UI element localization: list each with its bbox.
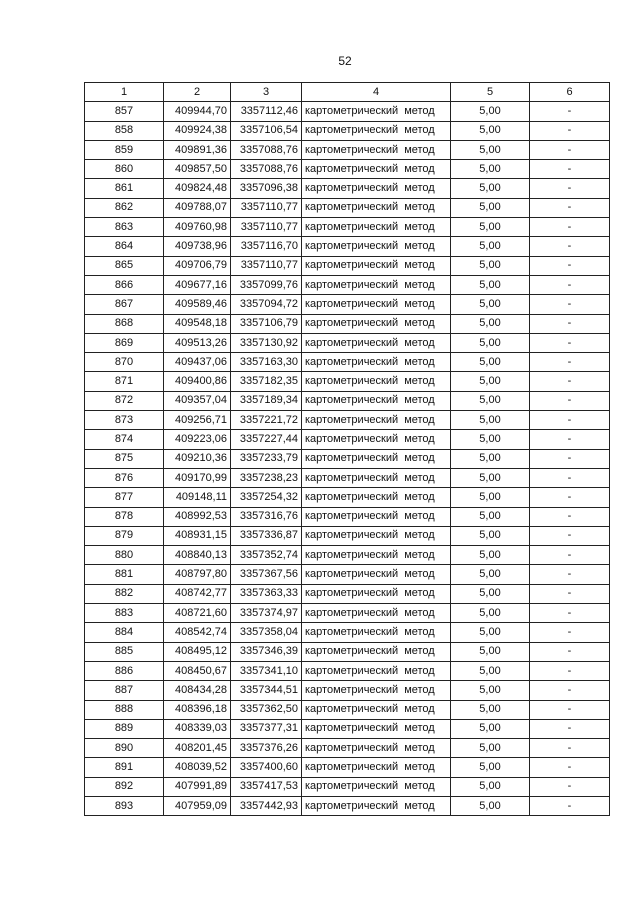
note-cell: -: [530, 604, 610, 623]
x-coordinate-cell: 409223,06: [164, 430, 231, 449]
table-row: [85, 546, 610, 565]
accuracy-cell: 5,00: [451, 237, 530, 256]
method-cell: картометрический метод: [302, 700, 451, 719]
accuracy-cell: 5,00: [451, 777, 530, 796]
accuracy-cell: 5,00: [451, 295, 530, 314]
column-header: 5: [451, 83, 530, 102]
x-coordinate-cell: 408992,53: [164, 507, 231, 526]
accuracy-cell: 5,00: [451, 604, 530, 623]
point-number-cell: 880: [85, 546, 164, 565]
method-cell: картометрический метод: [302, 468, 451, 487]
table-row: [85, 796, 610, 815]
table-row: [85, 102, 610, 121]
accuracy-cell: 5,00: [451, 256, 530, 275]
point-number-cell: 869: [85, 333, 164, 352]
method-cell: картометрический метод: [302, 739, 451, 758]
note-cell: -: [530, 507, 610, 526]
accuracy-cell: 5,00: [451, 140, 530, 159]
column-header: 4: [302, 83, 451, 102]
point-number-cell: 886: [85, 661, 164, 680]
point-number-cell: 891: [85, 758, 164, 777]
table-row: [85, 430, 610, 449]
x-coordinate-cell: 409437,06: [164, 353, 231, 372]
point-number-cell: 858: [85, 121, 164, 140]
method-cell: картометрический метод: [302, 623, 451, 642]
table-row: [85, 661, 610, 680]
table-row: [85, 411, 610, 430]
method-cell: картометрический метод: [302, 372, 451, 391]
x-coordinate-cell: 408396,18: [164, 700, 231, 719]
x-coordinate-cell: 409210,36: [164, 449, 231, 468]
x-coordinate-cell: 408742,77: [164, 584, 231, 603]
y-coordinate-cell: 3357367,56: [231, 565, 302, 584]
column-header: 6: [530, 83, 610, 102]
accuracy-cell: 5,00: [451, 661, 530, 680]
point-number-cell: 887: [85, 681, 164, 700]
x-coordinate-cell: 408039,52: [164, 758, 231, 777]
y-coordinate-cell: 3357238,23: [231, 468, 302, 487]
x-coordinate-cell: 408721,60: [164, 604, 231, 623]
method-cell: картометрический метод: [302, 411, 451, 430]
column-header: 1: [85, 83, 164, 102]
accuracy-cell: 5,00: [451, 758, 530, 777]
table-row: [85, 121, 610, 140]
method-cell: картометрический метод: [302, 218, 451, 237]
accuracy-cell: 5,00: [451, 468, 530, 487]
y-coordinate-cell: 3357400,60: [231, 758, 302, 777]
method-cell: картометрический метод: [302, 661, 451, 680]
table-row: [85, 604, 610, 623]
table-row: [85, 314, 610, 333]
coordinates-table: [84, 82, 610, 816]
method-cell: картометрический метод: [302, 179, 451, 198]
x-coordinate-cell: 409924,38: [164, 121, 231, 140]
table-row: [85, 507, 610, 526]
accuracy-cell: 5,00: [451, 430, 530, 449]
accuracy-cell: 5,00: [451, 218, 530, 237]
point-number-cell: 860: [85, 160, 164, 179]
table-row: [85, 140, 610, 159]
note-cell: -: [530, 353, 610, 372]
y-coordinate-cell: 3357341,10: [231, 661, 302, 680]
y-coordinate-cell: 3357417,53: [231, 777, 302, 796]
accuracy-cell: 5,00: [451, 739, 530, 758]
table-row: [85, 468, 610, 487]
accuracy-cell: 5,00: [451, 526, 530, 545]
y-coordinate-cell: 3357336,87: [231, 526, 302, 545]
note-cell: -: [530, 526, 610, 545]
point-number-cell: 885: [85, 642, 164, 661]
method-cell: картометрический метод: [302, 796, 451, 815]
accuracy-cell: 5,00: [451, 623, 530, 642]
y-coordinate-cell: 3357227,44: [231, 430, 302, 449]
table-row: [85, 237, 610, 256]
method-cell: картометрический метод: [302, 777, 451, 796]
y-coordinate-cell: 3357088,76: [231, 160, 302, 179]
note-cell: -: [530, 430, 610, 449]
note-cell: -: [530, 758, 610, 777]
accuracy-cell: 5,00: [451, 584, 530, 603]
point-number-cell: 878: [85, 507, 164, 526]
method-cell: картометрический метод: [302, 449, 451, 468]
x-coordinate-cell: 408434,28: [164, 681, 231, 700]
y-coordinate-cell: 3357352,74: [231, 546, 302, 565]
table-header-row: [85, 83, 610, 102]
point-number-cell: 859: [85, 140, 164, 159]
x-coordinate-cell: 408797,80: [164, 565, 231, 584]
x-coordinate-cell: 408495,12: [164, 642, 231, 661]
y-coordinate-cell: 3357110,77: [231, 256, 302, 275]
accuracy-cell: 5,00: [451, 411, 530, 430]
y-coordinate-cell: 3357110,77: [231, 198, 302, 217]
method-cell: картометрический метод: [302, 642, 451, 661]
note-cell: -: [530, 391, 610, 410]
point-number-cell: 871: [85, 372, 164, 391]
note-cell: -: [530, 700, 610, 719]
y-coordinate-cell: 3357442,93: [231, 796, 302, 815]
note-cell: -: [530, 468, 610, 487]
accuracy-cell: 5,00: [451, 719, 530, 738]
point-number-cell: 862: [85, 198, 164, 217]
table-row: [85, 777, 610, 796]
note-cell: -: [530, 140, 610, 159]
x-coordinate-cell: 409548,18: [164, 314, 231, 333]
note-cell: -: [530, 237, 610, 256]
point-number-cell: 881: [85, 565, 164, 584]
method-cell: картометрический метод: [302, 758, 451, 777]
note-cell: -: [530, 102, 610, 121]
page-number: 52: [338, 54, 352, 68]
method-cell: картометрический метод: [302, 198, 451, 217]
method-cell: картометрический метод: [302, 353, 451, 372]
method-cell: картометрический метод: [302, 681, 451, 700]
x-coordinate-cell: 409891,36: [164, 140, 231, 159]
x-coordinate-cell: 408450,67: [164, 661, 231, 680]
y-coordinate-cell: 3357099,76: [231, 275, 302, 294]
point-number-cell: 865: [85, 256, 164, 275]
note-cell: -: [530, 681, 610, 700]
point-number-cell: 857: [85, 102, 164, 121]
y-coordinate-cell: 3357096,38: [231, 179, 302, 198]
accuracy-cell: 5,00: [451, 796, 530, 815]
y-coordinate-cell: 3357182,35: [231, 372, 302, 391]
x-coordinate-cell: 409706,79: [164, 256, 231, 275]
table-row: [85, 623, 610, 642]
table-row: [85, 700, 610, 719]
note-cell: -: [530, 623, 610, 642]
accuracy-cell: 5,00: [451, 449, 530, 468]
point-number-cell: 892: [85, 777, 164, 796]
table-row: [85, 179, 610, 198]
table-row: [85, 681, 610, 700]
method-cell: картометрический метод: [302, 391, 451, 410]
y-coordinate-cell: 3357233,79: [231, 449, 302, 468]
x-coordinate-cell: 409677,16: [164, 275, 231, 294]
accuracy-cell: 5,00: [451, 353, 530, 372]
point-number-cell: 888: [85, 700, 164, 719]
accuracy-cell: 5,00: [451, 488, 530, 507]
accuracy-cell: 5,00: [451, 102, 530, 121]
table-row: [85, 256, 610, 275]
point-number-cell: 867: [85, 295, 164, 314]
method-cell: картометрический метод: [302, 140, 451, 159]
table-body: [85, 102, 610, 816]
method-cell: картометрический метод: [302, 507, 451, 526]
method-cell: картометрический метод: [302, 295, 451, 314]
x-coordinate-cell: 409170,99: [164, 468, 231, 487]
accuracy-cell: 5,00: [451, 121, 530, 140]
note-cell: -: [530, 275, 610, 294]
y-coordinate-cell: 3357374,97: [231, 604, 302, 623]
x-coordinate-cell: 409788,07: [164, 198, 231, 217]
table-row: [85, 353, 610, 372]
note-cell: -: [530, 449, 610, 468]
accuracy-cell: 5,00: [451, 372, 530, 391]
note-cell: -: [530, 719, 610, 738]
table-row: [85, 758, 610, 777]
table-row: [85, 295, 610, 314]
y-coordinate-cell: 3357116,70: [231, 237, 302, 256]
table-row: [85, 275, 610, 294]
x-coordinate-cell: 408542,74: [164, 623, 231, 642]
table-row: [85, 160, 610, 179]
method-cell: картометрический метод: [302, 237, 451, 256]
table-row: [85, 372, 610, 391]
note-cell: -: [530, 218, 610, 237]
method-cell: картометрический метод: [302, 275, 451, 294]
y-coordinate-cell: 3357346,39: [231, 642, 302, 661]
point-number-cell: 870: [85, 353, 164, 372]
y-coordinate-cell: 3357358,04: [231, 623, 302, 642]
x-coordinate-cell: 409944,70: [164, 102, 231, 121]
method-cell: картометрический метод: [302, 160, 451, 179]
point-number-cell: 873: [85, 411, 164, 430]
x-coordinate-cell: 409824,48: [164, 179, 231, 198]
accuracy-cell: 5,00: [451, 507, 530, 526]
y-coordinate-cell: 3357112,46: [231, 102, 302, 121]
point-number-cell: 864: [85, 237, 164, 256]
y-coordinate-cell: 3357316,76: [231, 507, 302, 526]
x-coordinate-cell: 408840,13: [164, 546, 231, 565]
table-row: [85, 642, 610, 661]
table-row: [85, 719, 610, 738]
table-row: [85, 488, 610, 507]
note-cell: -: [530, 411, 610, 430]
point-number-cell: 889: [85, 719, 164, 738]
y-coordinate-cell: 3357344,51: [231, 681, 302, 700]
accuracy-cell: 5,00: [451, 681, 530, 700]
y-coordinate-cell: 3357106,54: [231, 121, 302, 140]
point-number-cell: 876: [85, 468, 164, 487]
point-number-cell: 877: [85, 488, 164, 507]
point-number-cell: 879: [85, 526, 164, 545]
method-cell: картометрический метод: [302, 314, 451, 333]
y-coordinate-cell: 3357376,26: [231, 739, 302, 758]
note-cell: -: [530, 314, 610, 333]
accuracy-cell: 5,00: [451, 179, 530, 198]
point-number-cell: 874: [85, 430, 164, 449]
accuracy-cell: 5,00: [451, 333, 530, 352]
note-cell: -: [530, 198, 610, 217]
accuracy-cell: 5,00: [451, 546, 530, 565]
x-coordinate-cell: 409357,04: [164, 391, 231, 410]
point-number-cell: 883: [85, 604, 164, 623]
y-coordinate-cell: 3357094,72: [231, 295, 302, 314]
note-cell: -: [530, 295, 610, 314]
point-number-cell: 882: [85, 584, 164, 603]
method-cell: картометрический метод: [302, 102, 451, 121]
y-coordinate-cell: 3357363,33: [231, 584, 302, 603]
x-coordinate-cell: 409589,46: [164, 295, 231, 314]
table-row: [85, 526, 610, 545]
note-cell: -: [530, 121, 610, 140]
method-cell: картометрический метод: [302, 121, 451, 140]
method-cell: картометрический метод: [302, 256, 451, 275]
point-number-cell: 868: [85, 314, 164, 333]
method-cell: картометрический метод: [302, 430, 451, 449]
x-coordinate-cell: 409148,11: [164, 488, 231, 507]
point-number-cell: 890: [85, 739, 164, 758]
table-row: [85, 565, 610, 584]
point-number-cell: 861: [85, 179, 164, 198]
table-row: [85, 584, 610, 603]
x-coordinate-cell: 409760,98: [164, 218, 231, 237]
table-row: [85, 391, 610, 410]
y-coordinate-cell: 3357254,32: [231, 488, 302, 507]
y-coordinate-cell: 3357221,72: [231, 411, 302, 430]
table-row: [85, 449, 610, 468]
x-coordinate-cell: 409256,71: [164, 411, 231, 430]
note-cell: -: [530, 372, 610, 391]
y-coordinate-cell: 3357189,34: [231, 391, 302, 410]
note-cell: -: [530, 333, 610, 352]
y-coordinate-cell: 3357163,30: [231, 353, 302, 372]
accuracy-cell: 5,00: [451, 700, 530, 719]
note-cell: -: [530, 160, 610, 179]
table-row: [85, 333, 610, 352]
method-cell: картометрический метод: [302, 604, 451, 623]
x-coordinate-cell: 408339,03: [164, 719, 231, 738]
accuracy-cell: 5,00: [451, 198, 530, 217]
accuracy-cell: 5,00: [451, 275, 530, 294]
table-row: [85, 198, 610, 217]
y-coordinate-cell: 3357130,92: [231, 333, 302, 352]
accuracy-cell: 5,00: [451, 642, 530, 661]
y-coordinate-cell: 3357377,31: [231, 719, 302, 738]
table-row: [85, 218, 610, 237]
point-number-cell: 863: [85, 218, 164, 237]
method-cell: картометрический метод: [302, 488, 451, 507]
x-coordinate-cell: 408201,45: [164, 739, 231, 758]
method-cell: картометрический метод: [302, 546, 451, 565]
y-coordinate-cell: 3357110,77: [231, 218, 302, 237]
note-cell: -: [530, 777, 610, 796]
method-cell: картометрический метод: [302, 584, 451, 603]
x-coordinate-cell: 407991,89: [164, 777, 231, 796]
accuracy-cell: 5,00: [451, 314, 530, 333]
x-coordinate-cell: 409400,86: [164, 372, 231, 391]
y-coordinate-cell: 3357088,76: [231, 140, 302, 159]
accuracy-cell: 5,00: [451, 565, 530, 584]
note-cell: -: [530, 179, 610, 198]
method-cell: картометрический метод: [302, 565, 451, 584]
point-number-cell: 884: [85, 623, 164, 642]
x-coordinate-cell: 407959,09: [164, 796, 231, 815]
note-cell: -: [530, 565, 610, 584]
note-cell: -: [530, 584, 610, 603]
x-coordinate-cell: 409857,50: [164, 160, 231, 179]
point-number-cell: 893: [85, 796, 164, 815]
x-coordinate-cell: 409513,26: [164, 333, 231, 352]
note-cell: -: [530, 642, 610, 661]
note-cell: -: [530, 256, 610, 275]
note-cell: -: [530, 796, 610, 815]
note-cell: -: [530, 546, 610, 565]
point-number-cell: 866: [85, 275, 164, 294]
column-header: 2: [164, 83, 231, 102]
accuracy-cell: 5,00: [451, 391, 530, 410]
method-cell: картометрический метод: [302, 719, 451, 738]
method-cell: картометрический метод: [302, 526, 451, 545]
note-cell: -: [530, 488, 610, 507]
y-coordinate-cell: 3357362,50: [231, 700, 302, 719]
y-coordinate-cell: 3357106,79: [231, 314, 302, 333]
x-coordinate-cell: 408931,15: [164, 526, 231, 545]
point-number-cell: 872: [85, 391, 164, 410]
note-cell: -: [530, 661, 610, 680]
x-coordinate-cell: 409738,96: [164, 237, 231, 256]
column-header: 3: [231, 83, 302, 102]
method-cell: картометрический метод: [302, 333, 451, 352]
point-number-cell: 875: [85, 449, 164, 468]
note-cell: -: [530, 739, 610, 758]
accuracy-cell: 5,00: [451, 160, 530, 179]
table-row: [85, 739, 610, 758]
